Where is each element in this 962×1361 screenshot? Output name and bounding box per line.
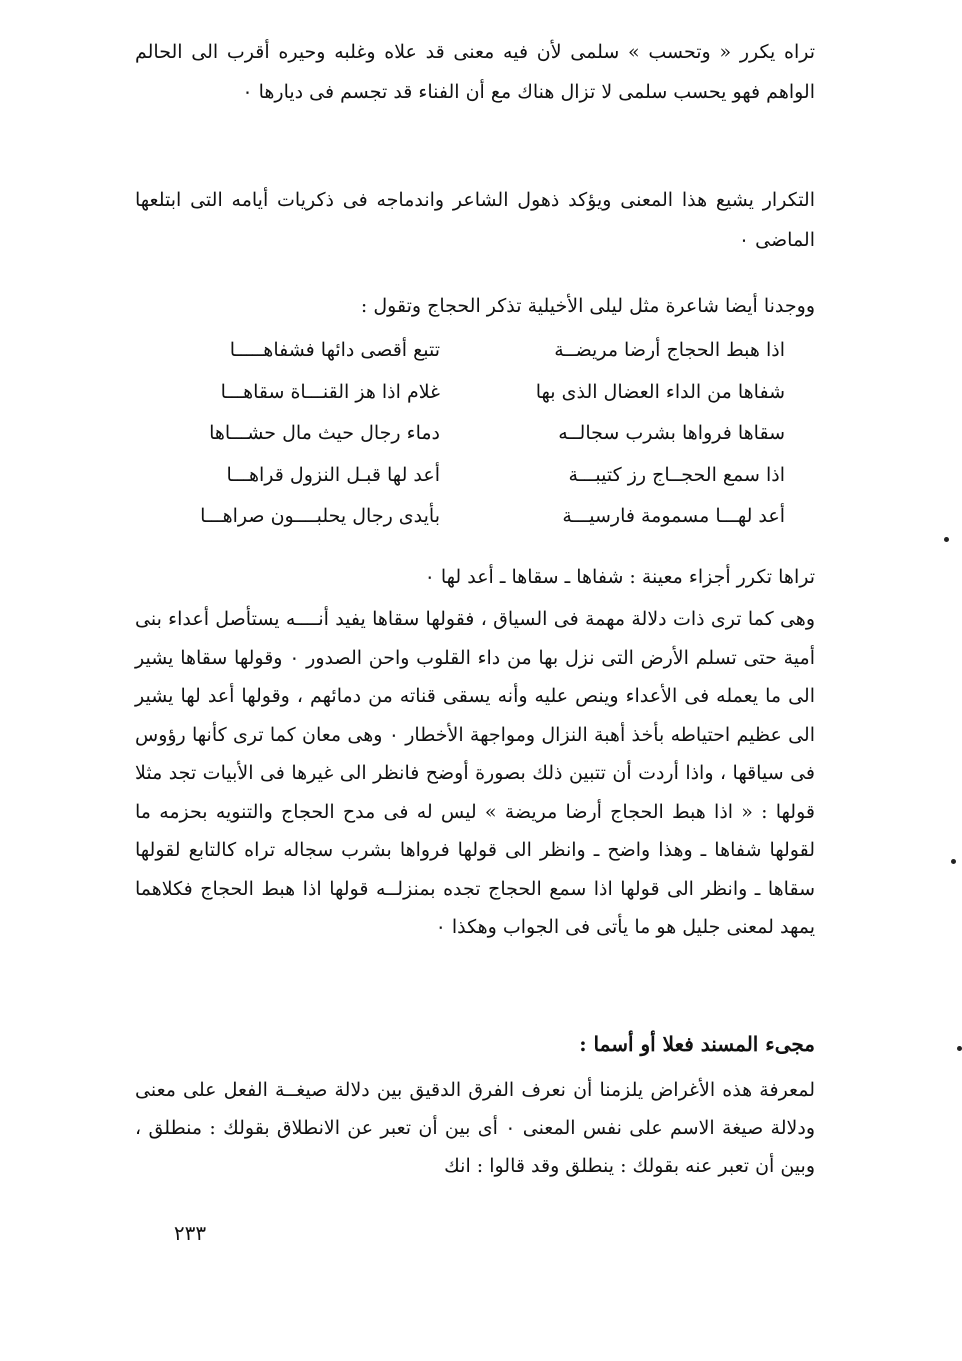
verse-second-hemistich: دماء رجال حيث مال حشـــاها — [209, 422, 440, 444]
section-heading: مجىء المسند فعلا أو أسما : — [579, 1032, 815, 1056]
verse-line — [135, 372, 815, 414]
paragraph-verse-intro: ووجدنا أيضا شاعرة مثل ليلى الأخيلية تذكر الحجاج وتقول : — [360, 295, 815, 317]
verse-first-hemistich: أعد لهـــا مسمومة فارسيـــة — [562, 505, 785, 527]
verse-first-hemistich: سقاها فرواها بشرب سجالــه — [558, 422, 785, 444]
paragraph-repetition-salma: تراه يكرر « وتحسب » سلمى لأن فيه معنى قد علاه وغلبه وحيره أقرب الى الحالم الواهم فهو يحسب سلمى لا تزال هناك مع أن الفناء قد تجسم فى ديارها ٠ — [135, 41, 815, 103]
verse-line — [135, 330, 815, 372]
scan-speck — [957, 1046, 962, 1051]
paragraph-analysis: وهى كما ترى ذات دلالة مهمة فى السياق ، فقولها سقاها يفيد أنــــه يستأصل أعداء بنى أمية حتى تسلم الأرض التى نزل بها من داء القلوب واحن الصدور ٠ وقولها سقاها يشير الى ما يعمله فى الأعداء وينص عليه وأنه يسقى قناته من دمائهم ، وقولها أعد لها يشير الى عظيم احتياطه بأخذ أهبة النزال ومواجهة الأخطار ٠ وهى معان كما ترى كأنها رؤوس فى سياقها ، واذا أردت أن تتبين ذلك بصورة أوضح فانظر الى غيرها فى الأبيات تجد مثلا قولها : « اذا هبط الحجاج أرضا مريضة » ليس له فى مدح الحجاج والتنويه بحزمه ما لقولها شفاها ـ وهذا واضح ـ وانظر الى قولها فرواها بشرب سجاله تراه كالتابع لقولها سقاها ـ وانظر الى قولها اذا سمع الحجاج تجده بمنزلــه قولها اذا هبط الحجاج فكلاهما يمهد لمعنى جليل هو ما يأتى فى الجواب وهكذا ٠ — [135, 608, 815, 938]
scan-speck — [944, 537, 949, 542]
verse-second-hemistich: تتبع أقصى دائها فشفاهـــــا — [229, 339, 440, 361]
verse-line — [135, 496, 815, 538]
page-number: ٢٣٣ — [173, 1221, 207, 1245]
verse-first-hemistich: شفاها من الداء العضال الذى بها — [535, 380, 785, 403]
verse-second-hemistich: غلام اذا هز القنـــاة سقاهـــا — [220, 380, 440, 403]
verse-first-hemistich: اذا سمع الحجــاج رز كتيبـــة — [568, 463, 785, 486]
verse-second-hemistich: بأيدى رجال يحلبــــون صراهـــا — [200, 505, 440, 527]
scan-speck — [951, 859, 956, 864]
verse-second-hemistich: أعد لها قبـل النزول قراهـــا — [226, 463, 440, 486]
paragraph-repeated-parts: تراها تكرر أجزاء معينة : شفاها ـ سقاها ـ أعد لها ٠ — [424, 566, 815, 588]
paragraph-repetition-effect: التكرار يشيع هذا المعنى ويؤكد ذهول الشاعر واندماجه فى ذكريات أيامه التى ابتلعها الماضى ٠ — [135, 189, 815, 251]
verse-first-hemistich: اذا هبط الحجاج أرضا مريضــة — [554, 339, 785, 361]
verse-line — [135, 455, 815, 497]
paragraph-verb-noun: لمعرفة هذه الأغراض يلزمنا أن نعرف الفرق الدقيق بين دلالة صيغــة الفعل على معنى ودلالة صيغة الاسم على نفس المعنى ٠ أى بين أن تعبر عن الانطلاق بقولك : منطلق ، وبين أن تعبر عنه بقولك : ينطلق وقد قالوا : انك — [135, 1079, 816, 1177]
verse-line — [135, 413, 815, 455]
poem-verses — [135, 330, 815, 538]
